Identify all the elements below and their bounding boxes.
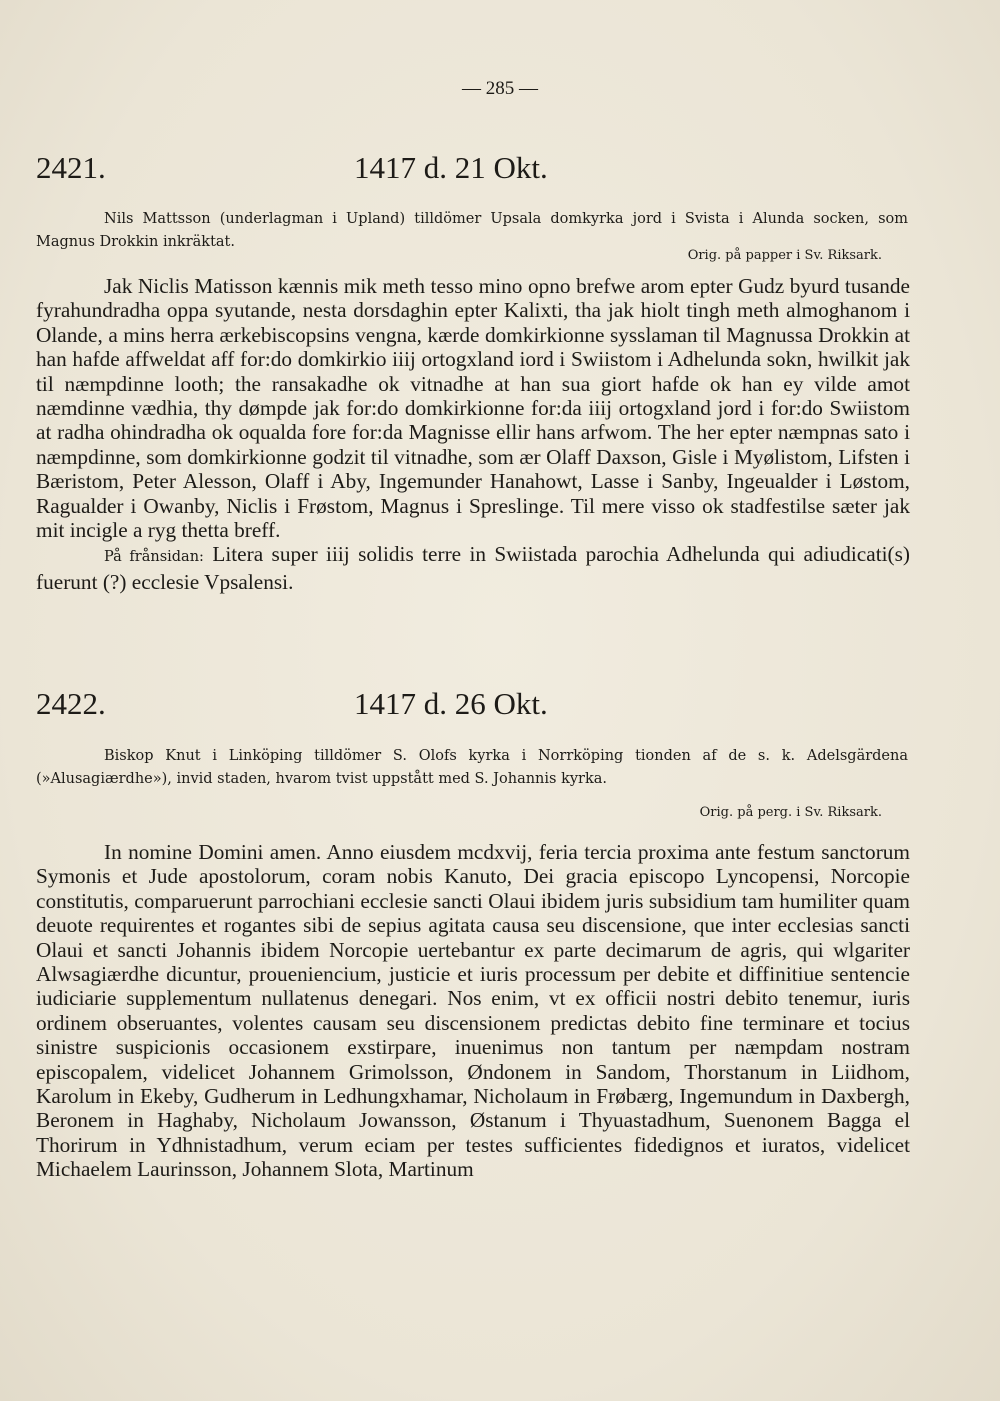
entry-summary: Biskop Knut i Linköping tilldömer S. Olofs kyrka i Norrköping tionden af de s. k. Adelsgärdena (»Alusagiærdhe»), invid staden, hvarom tvist uppstått med S. Johannis kyrka. [36, 748, 908, 787]
entry-source: Orig. på perg. i Sv. Riksark. [699, 805, 882, 820]
entry-source: Orig. på papper i Sv. Riksark. [687, 248, 882, 263]
entry-summary: Nils Mattsson (underlagman i Upland) tilldömer Upsala domkyrka jord i Svista i Alunda socken, som Magnus Drokkin inkräktat. [36, 211, 908, 250]
verso-paragraph [36, 542, 910, 594]
entry-number: 2422. [36, 686, 106, 721]
entry-body-2421 [36, 274, 910, 594]
entry-body-2422 [36, 840, 910, 1182]
entry-number: 2421. [36, 150, 106, 185]
page-number: — 285 — [462, 78, 538, 99]
entry-date: 1417 d. 21 Okt. [354, 150, 548, 185]
verso-text: Litera super iiij solidis terre in Swiistada parochia Adhelunda qui adiudicati(s) fuerunt (?) ecclesie Vpsalensi. [36, 542, 911, 594]
entry-header-2421 [36, 150, 916, 186]
verso-label: På frånsidan: [104, 549, 204, 566]
entry-date: 1417 d. 26 Okt. [354, 686, 548, 721]
body-paragraph: Jak Niclis Matisson kænnis mik meth tesso mino opno brefwe arom epter Gudz byurd tusande fyrahundradha oppa syutande, nesta dorsdaghin epter Kalixti, tha jak hiolt tingh meth almoghanom i Olande, a mins herra ærkebiscopsins vengna, kærde domkirkionne sysslaman til Magnussa Drokkin at han hafde affweldat aff for:do domkirkio iiij ortogxland iord i Swiistom i Adhelunda sokn, hwilkit jak til næmpdinne looth; the ransakadhe ok vitnadhe at han sua giort hafde ok han ey vilde amot næmdinne vædhia, thy dømpde jak for:do domkirkionne for:da iiij ortogxland jord i for:do Swiistom at radha ohindradha ok oqualda fore for:da Magnisse ellir hans arfwom. The her epter næmpnas sato i næmpdinne, som domkirkionne godzit til vitnadhe, som ær Olaff Daxson, Gisle i Myølistom, Lifsten i Bæristom, Peter Alesson, Olaff i Aby, Ingemunder Hanahowt, Lasse i Sanby, Ingeualder i Løstom, Ragualder i Owanby, Niclis i Frøstom, Magnus i Spreslinge. Til mere visso ok stadfestilse sæter jak mit incigle a ryg thetta breff. [36, 274, 910, 543]
body-paragraph: In nomine Domini amen. Anno eiusdem mcdxvij, feria tercia proxima ante festum sanctorum Symonis et Jude apostolorum, coram nobis Kanuto, Dei gracia episcopo Lyncopensi, Norcopie constitutis, comparuerunt parrochiani ecclesie sancti Olaui ibidem juris subsidium tam humiliter quam deuote requirentes et rogantes sibi de sepius agitata causa seu discensione, que inter ecclesias sancti Olaui et sancti Johannis ibidem Norcopie uertebantur ex parte decimarum de agris, qui wlgariter Alwsagiærdhe dicuntur, proueniencium, justicie et iuris processum per debite et diffinitiue sentencie iudiciarie supplementum nullatenus denegari. Nos enim, vt ex officii nostri debito tenemur, iuris ordinem obseruantes, volentes causam seu discensionem predictas debito fine terminare et tocius sinistre suspicionis occasionem exstirpare, inuenimus non tantum per næmpdam nostram episcopalem, videlicet Johannem Grimolsson, Øndonem in Sandom, Thorstanum in Liidhom, Karolum in Ekeby, Gudherum in Ledhungxhamar, Nicholaum in Frøbærg, Ingemundum in Daxbergh, Beronem in Haghaby, Nicholaum Jowansson, Østanum i Thyuastadhum, Suenonem Bagga el Thorirum in Ydhnistadhum, verum eciam per testes sufficientes fidedignos et iuratos, videlicet Michaelem Laurinsson, Johannem Slota, Martinum [36, 840, 910, 1182]
entry-header-2422 [36, 686, 916, 722]
